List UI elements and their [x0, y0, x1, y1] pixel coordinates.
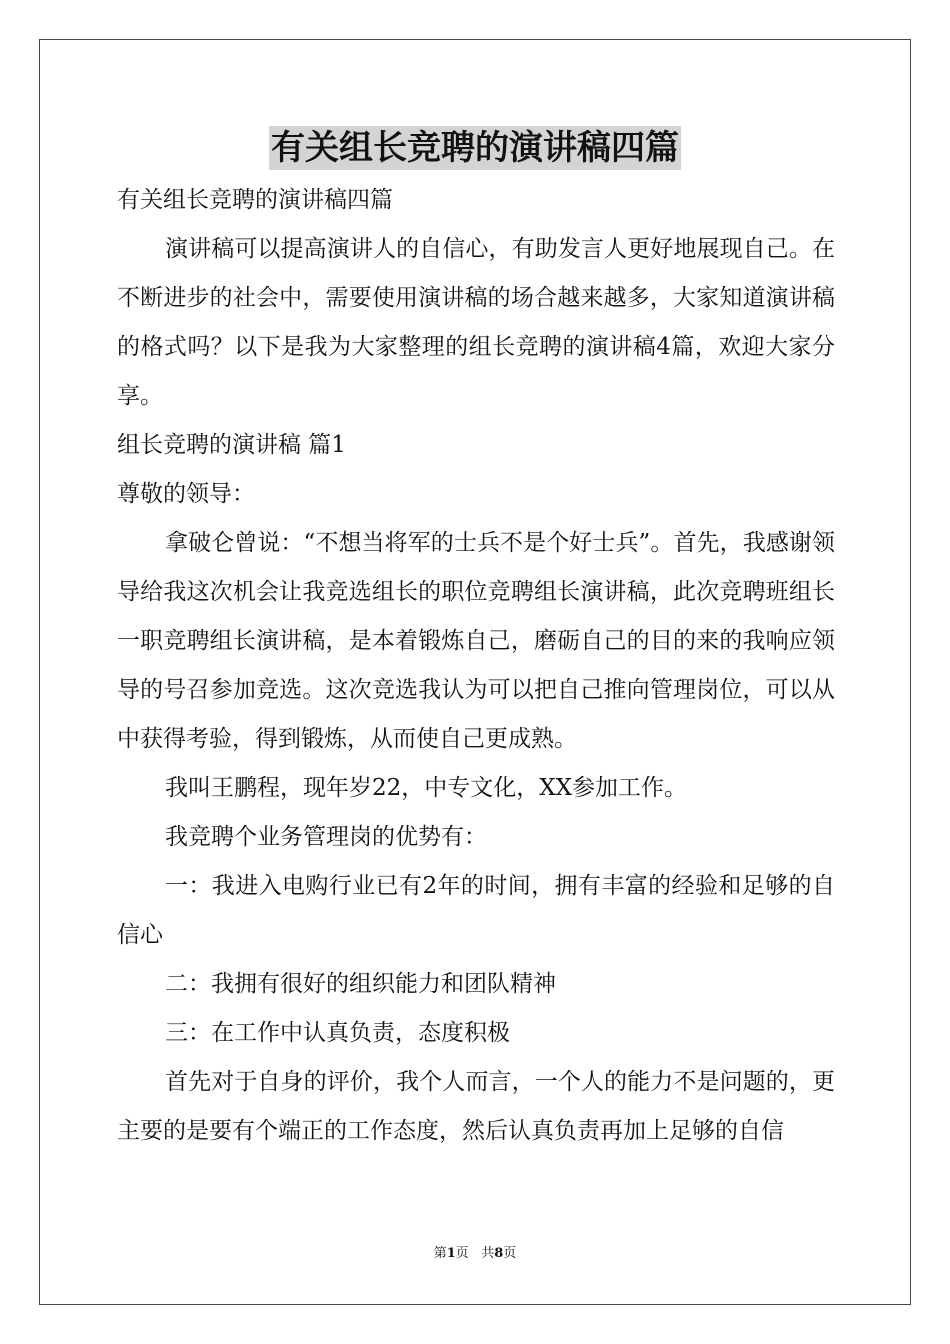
section-heading: 组长竞聘的演讲稿 篇1	[117, 432, 346, 458]
paragraph: 首先对于自身的评价，我个人而言，一个人的能力不是问题的，更主要的是要有个端正的工作态度，然后认真负责再加上足够的自信	[117, 1069, 835, 1144]
list-item: 三：在工作中认真负责，态度积极	[165, 1020, 510, 1046]
document-title: 有关组长竞聘的演讲稿四篇	[271, 128, 679, 168]
total-suffix: 页	[503, 1246, 517, 1261]
salutation: 尊敬的领导：	[117, 481, 255, 507]
paragraph: 拿破仑曾说：“不想当将军的士兵不是个好士兵”。首先，我感谢领导给我这次机会让我竞选组长的职位竞聘组长演讲稿，此次竞聘班组长一职竞聘组长演讲稿，是本着锻炼自己，磨砺自己的目的来的我响应领导的号召参加竞选。这次竞选我认为可以把自己推向管理岗位，可以从中获得考验，得到锻炼，从而使自己更成熟。	[117, 530, 835, 752]
paragraph: 我竞聘个业务管理岗的优势有：	[165, 824, 487, 850]
title-container	[0, 126, 950, 170]
page-prefix: 第	[433, 1246, 447, 1261]
list-item: 一：我进入电购行业已有2年的时间，拥有丰富的经验和足够的自信心	[117, 873, 835, 948]
total-prefix: 共	[481, 1246, 495, 1261]
list-item: 二：我拥有很好的组织能力和团队精神	[165, 971, 556, 997]
page-suffix: 页	[455, 1246, 469, 1261]
paragraph: 有关组长竞聘的演讲稿四篇	[117, 187, 393, 213]
page-total: 8	[494, 1246, 504, 1261]
document-body	[117, 176, 835, 1156]
paragraph: 我叫王鹏程，现年岁22，中专文化，XX参加工作。	[165, 775, 688, 801]
paragraph: 演讲稿可以提高演讲人的自信心，有助发言人更好地展现自己。在不断进步的社会中，需要使用演讲稿的场合越来越多，大家知道演讲稿的格式吗？以下是我为大家整理的组长竞聘的演讲稿4篇，欢迎大家分享。	[117, 236, 835, 409]
page-current: 1	[446, 1246, 456, 1261]
page-footer	[0, 1245, 950, 1263]
